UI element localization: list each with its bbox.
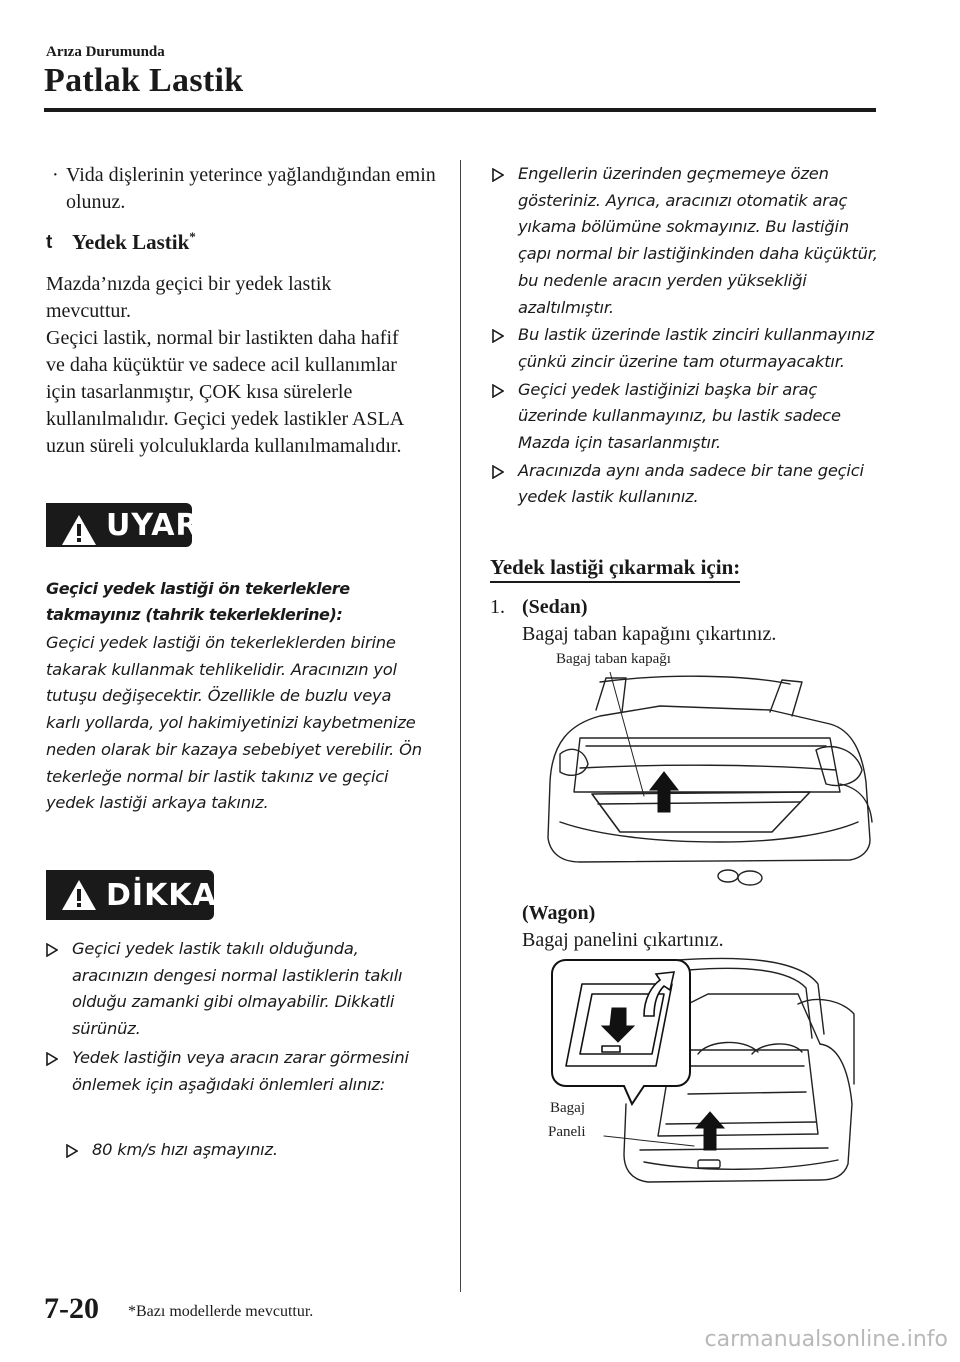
caution-item: [492, 322, 884, 375]
caution-item-text: Yedek lastiğin veya aracın zarar görmesini önlemek için aşağıdaki önlemleri alınız:: [72, 1047, 409, 1094]
caution-item-text: Bu lastik üzerinde lastik zinciri kullanmayınız çünkü zincir üzerine tam oturmayacaktır.: [518, 325, 874, 371]
page-number: 7-20: [44, 1292, 99, 1325]
step-text-wagon: Bagaj panelini çıkartınız.: [522, 929, 724, 951]
step-text-sedan: Bagaj taban kapağını çıkartınız.: [522, 623, 777, 645]
wagon-cargo-illustration: [548, 954, 860, 1186]
caution-item-text: Engellerin üzerinden geçmemeye özen gösteriniz. Ayrıca, aracınızı otomatik araç yıkama bölümüne sokmayınız. Bu lastiğin çapı normal bir lastiğinkinden daha küçüktür, bu nedenle aracın yerden yüksekliği azaltılmıştır.: [518, 164, 878, 317]
spare-heading: [72, 229, 196, 255]
caution-sub-item-text: 80 km/s hızı aşmayınız.: [92, 1140, 278, 1159]
caution-sub-item: [66, 1137, 426, 1164]
removal-heading: Yedek lastiği çıkarmak için:: [490, 555, 740, 583]
caution-item: [46, 936, 430, 1043]
paragraph-description: Geçici lastik, normal bir lastikten daha hafif ve daha küçüktür ve sadece acil kullanımlar için tasarlanmıştır, ÇOK kısa sürelerle kullanılmalıdır. Geçici yedek lastikler ASLA uzun süreli yolculuklarda kullanılmamalıdır.: [46, 327, 404, 457]
caution-badge: [46, 870, 236, 920]
title-rule: [44, 108, 876, 112]
footnote: *Bazı modellerde mevcuttur.: [128, 1303, 314, 1320]
caution-item: [492, 458, 884, 511]
page-title: Patlak Lastik: [44, 62, 244, 99]
figure-label-panel-1: Bagaj: [550, 1100, 585, 1116]
caution-item: [492, 161, 884, 321]
caution-item-text: Geçici yedek lastik takılı olduğunda, aracınızın dengesi normal lastiklerin takılı olduğu zamanki gibi olmayabilir. Dikkatli sürünüz.: [72, 939, 403, 1039]
step-variant-sedan: (Sedan): [522, 596, 588, 618]
figure-label-floor-cover: Bagaj taban kapağı: [556, 651, 671, 667]
figure-label-panel-2: Paneli: [548, 1124, 586, 1140]
sedan-trunk-illustration: [540, 672, 876, 894]
warning-body: Geçici yedek lastiği ön tekerleklerden birine takarak kullanmak tehlikelidir. Aracınızın yol tutuşu değişecektir. Özellikle de buzlu veya karlı yollarda, yol hakimiyetinizi kaybetmenize neden olarak bir kazaya sebebiyet verebilir. Ön tekerleğe normal bir lastik takınız ve geçici yedek lastiği arkaya takınız.: [46, 633, 422, 813]
warning-triangle-icon: [60, 513, 98, 547]
spare-heading-text: Yedek Lastik: [72, 230, 190, 254]
triangle-bullet-icon: [492, 168, 504, 182]
caution-list-continued: [492, 161, 884, 511]
caution-item: [46, 1045, 430, 1098]
caution-list: [46, 936, 430, 1098]
heading-marker: t: [46, 232, 53, 253]
triangle-bullet-icon: [66, 1144, 78, 1158]
caution-item-text: Aracınızda aynı anda sadece bir tane geçici yedek lastik kullanınız.: [518, 460, 864, 507]
warning-label: UYARI: [106, 508, 212, 543]
warning-badge: [46, 503, 212, 547]
bullet-item: [46, 162, 446, 216]
triangle-bullet-icon: [492, 329, 504, 343]
triangle-bullet-icon: [492, 465, 504, 479]
caution-item: [492, 377, 884, 457]
footnote-marker: *: [189, 229, 196, 244]
dot-bullet: ·: [52, 164, 59, 186]
triangle-bullet-icon: [46, 943, 58, 957]
step-number: 1.: [490, 596, 505, 618]
warning-triangle-icon: [60, 878, 98, 912]
triangle-bullet-icon: [46, 1052, 58, 1066]
section-label: Arıza Durumunda: [46, 44, 165, 60]
bullet-text: Vida dişlerinin yeterince yağlandığından emin olunuz.: [66, 164, 436, 213]
caution-label: DİKKAT: [106, 878, 236, 913]
paragraph-intro: Mazda’nızda geçici bir yedek lastik mevcuttur.: [46, 273, 332, 322]
watermark: carmanualsonline.info: [704, 1327, 948, 1352]
caution-item-text: Geçici yedek lastiğinizi başka bir araç üzerinde kullanmayınız, bu lastik sadece Mazda için tasarlanmıştır.: [518, 379, 841, 453]
triangle-bullet-icon: [492, 384, 504, 398]
warning-heading: Geçici yedek lastiği ön tekerleklere takmayınız (tahrik tekerleklerine):: [46, 579, 350, 624]
column-divider: [460, 160, 461, 1292]
step-variant-wagon: (Wagon): [522, 902, 596, 924]
